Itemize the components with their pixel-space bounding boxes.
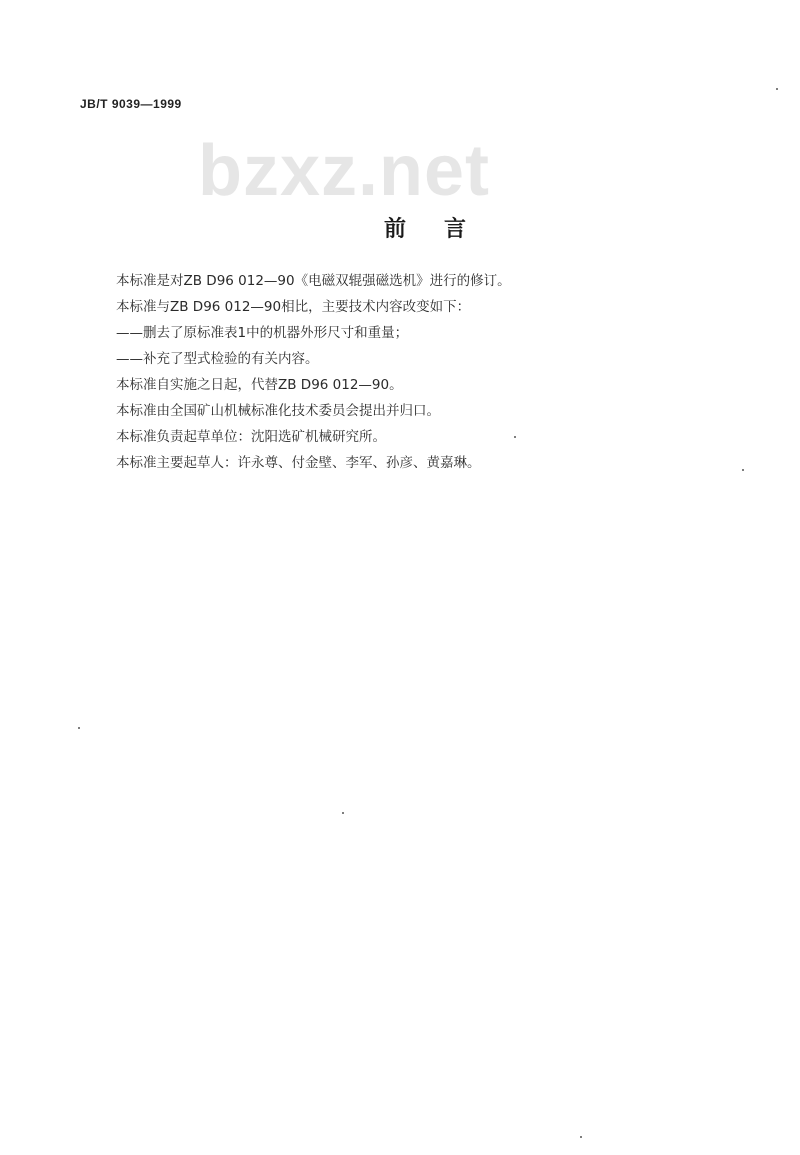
foreword-title: 前言 — [384, 216, 505, 242]
foreword-paragraph: 本标准由全国矿山机械标准化技术委员会提出并归口。 — [116, 403, 440, 419]
watermark-logo: bzxz.net — [198, 131, 491, 211]
foreword-paragraph: ——补充了型式检验的有关内容。 — [116, 351, 319, 367]
foreword-body — [116, 268, 736, 476]
scan-speck — [342, 812, 344, 814]
scan-speck — [78, 727, 80, 729]
standard-number: JB/T 9039—1999 — [80, 97, 182, 111]
scan-speck — [514, 436, 516, 438]
foreword-paragraph: 本标准与ZB D96 012—90相比，主要技术内容改变如下： — [116, 299, 471, 315]
foreword-paragraph: 本标准是对ZB D96 012—90《电磁双辊强磁选机》进行的修订。 — [116, 273, 511, 289]
scan-speck — [742, 469, 744, 471]
foreword-paragraph: 本标准负责起草单位：沈阳选矿机械研究所。 — [116, 429, 386, 445]
scan-speck — [580, 1136, 582, 1138]
foreword-paragraph: 本标准自实施之日起，代替ZB D96 012—90。 — [116, 377, 403, 393]
foreword-paragraph: ——删去了原标准表1中的机器外形尺寸和重量； — [116, 325, 409, 341]
scan-speck — [776, 88, 778, 90]
foreword-paragraph: 本标准主要起草人：许永尊、付金壁、李军、孙彦、黄嘉琳。 — [116, 455, 481, 471]
